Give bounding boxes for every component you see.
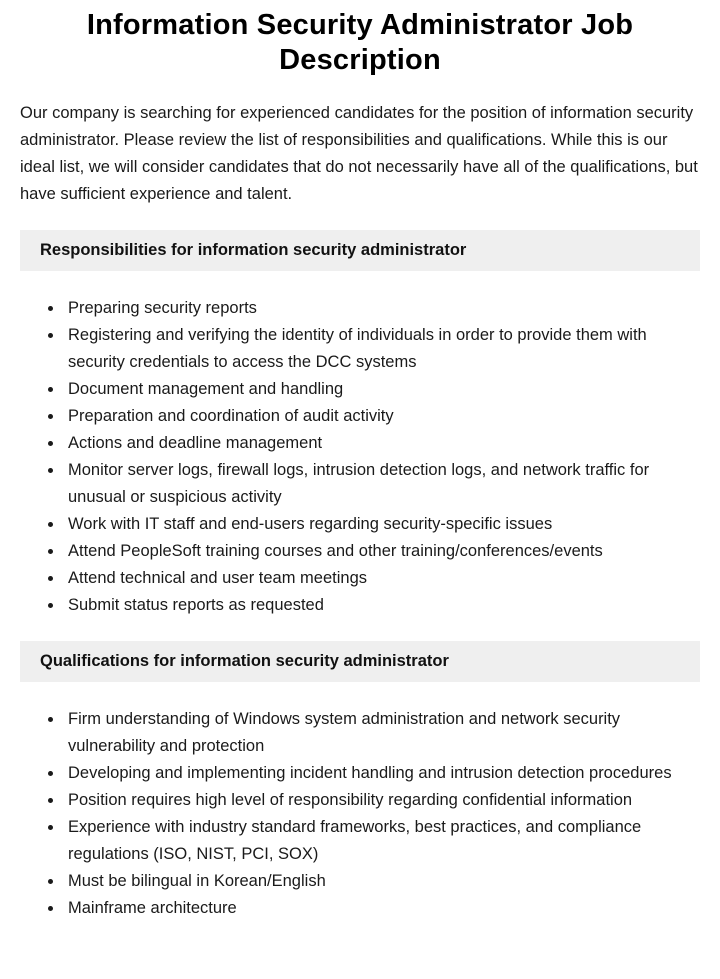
qualifications-list — [20, 706, 700, 922]
list-item: • Submit status reports as requested — [64, 592, 700, 619]
list-item: • Attend technical and user team meetings — [64, 565, 700, 592]
list-item: • Firm understanding of Windows system administration and network security vulnerability and protection — [64, 706, 700, 760]
list-item: • Preparation and coordination of audit activity — [64, 403, 700, 430]
responsibilities-list — [20, 295, 700, 619]
list-item: • Monitor server logs, firewall logs, intrusion detection logs, and network traffic for unusual or suspicious activity — [64, 457, 700, 511]
list-item: • Preparing security reports — [64, 295, 700, 322]
page-title: Information Security Administrator Job Description — [86, 9, 634, 76]
list-item: • Document management and handling — [64, 376, 700, 403]
responsibilities-section-heading: Responsibilities for information security administrator — [20, 230, 700, 271]
qualifications-section-heading: Qualifications for information security administrator — [20, 641, 700, 682]
list-item: • Developing and implementing incident handling and intrusion detection procedures — [64, 760, 700, 787]
list-item: • Work with IT staff and end-users regarding security-specific issues — [64, 511, 700, 538]
list-item: • Experience with industry standard frameworks, best practices, and compliance regulations (ISO, NIST, PCI, SOX) — [64, 814, 700, 868]
list-item: • Attend PeopleSoft training courses and other training/conferences/events — [64, 538, 700, 565]
list-item: • Must be bilingual in Korean/English — [64, 868, 700, 895]
intro-paragraph: Our company is searching for experienced candidates for the position of information security administrator. Please review the list of responsibilities and qualifications. While this is our ideal list, we will consider candidates that do not necessarily have all of the qualifications, but have sufficient experience and talent. — [20, 104, 698, 203]
list-item: • Position requires high level of responsibility regarding confidential information — [64, 787, 700, 814]
list-item: • Registering and verifying the identity of individuals in order to provide them with security credentials to access the DCC systems — [64, 322, 700, 376]
list-item: • Actions and deadline management — [64, 430, 700, 457]
list-item: • Mainframe architecture — [64, 895, 700, 922]
